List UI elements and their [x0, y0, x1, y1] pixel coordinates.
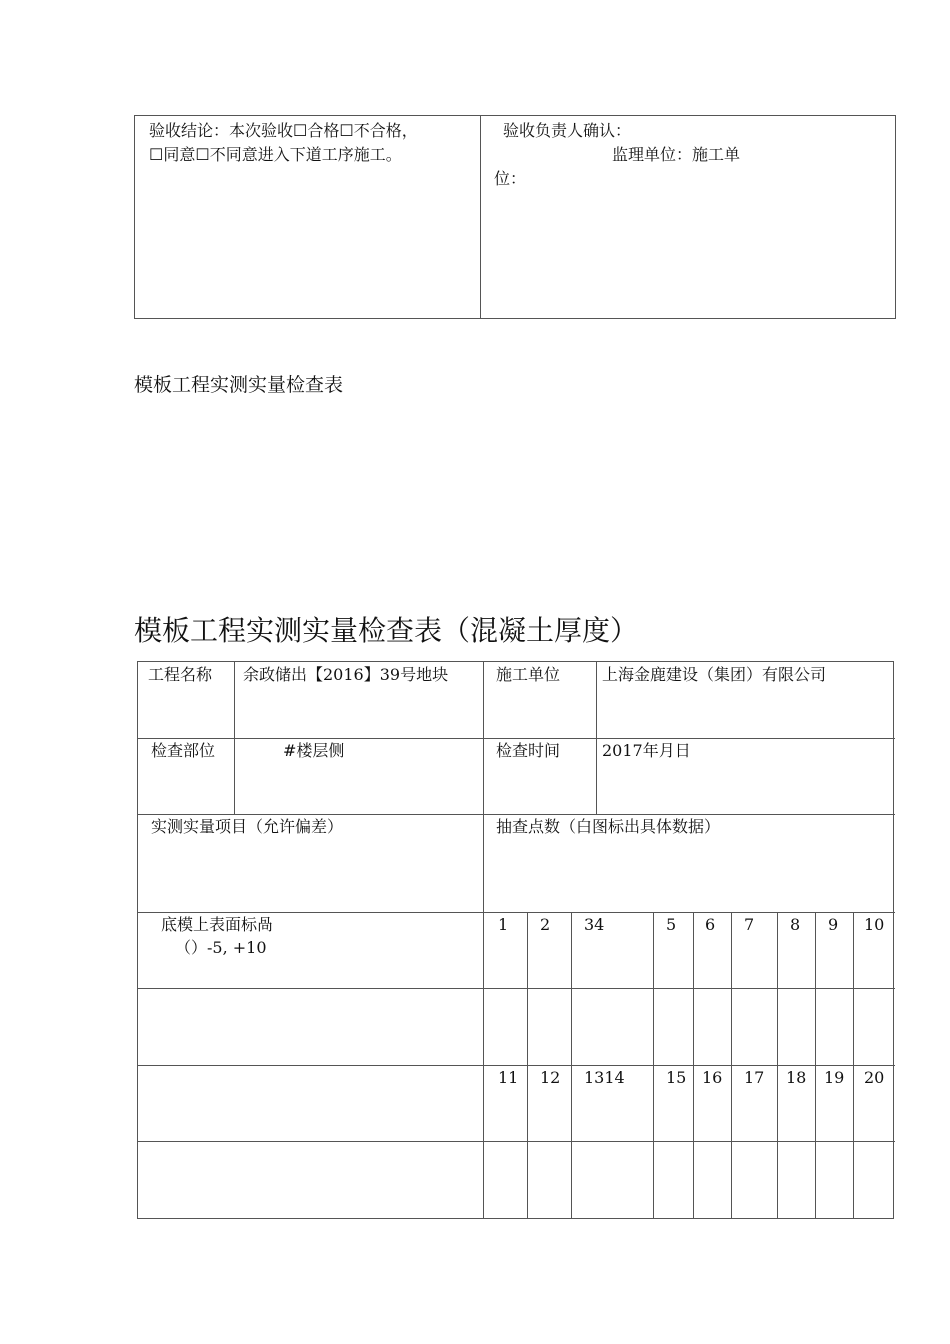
point-number: 1314	[584, 1068, 625, 1087]
section-heading-small: 模板工程实测实量检查表	[134, 374, 344, 396]
acceptance-divider	[480, 116, 481, 318]
row-divider	[138, 1065, 895, 1066]
construction-unit-label: 施工单位	[496, 665, 561, 684]
inspection-time-value: 2017年月日	[602, 741, 691, 760]
point-number: 11	[498, 1068, 519, 1087]
col-divider	[571, 912, 572, 1219]
col-divider	[731, 912, 732, 1219]
point-number: 15	[666, 1068, 687, 1087]
project-name-label: 工程名称	[148, 665, 213, 684]
measurement-table	[137, 661, 894, 1219]
point-number: 20	[864, 1068, 885, 1087]
point-number: 12	[540, 1068, 561, 1087]
point-number: 18	[786, 1068, 807, 1087]
point-number: 9	[828, 915, 839, 934]
inspection-time-label: 检查时间	[496, 741, 561, 760]
point-number: 5	[666, 915, 677, 934]
acceptance-units-line: 监理单位：施工单	[612, 145, 741, 164]
point-number: 6	[705, 915, 716, 934]
col-divider	[596, 662, 597, 814]
col-divider	[815, 912, 816, 1219]
point-number: 34	[584, 915, 605, 934]
measurement-item-label: 实测实量项目（允许偏差）	[151, 817, 344, 836]
sampling-points-label: 抽查点数（白图标出具体数据）	[496, 817, 721, 836]
col-divider	[693, 912, 694, 1219]
point-number: 2	[540, 915, 551, 934]
row-divider	[138, 1141, 895, 1142]
col-divider	[483, 662, 484, 1219]
point-number: 1	[498, 915, 509, 934]
project-name-value: 余政储出【2016】39号地块	[243, 665, 449, 684]
acceptance-table	[134, 115, 896, 319]
section-heading-large: 模板工程实测实量检查表（混凝土厚度）	[134, 614, 639, 647]
point-number: 16	[702, 1068, 723, 1087]
acceptance-confirm-label: 验收负责人确认：	[503, 121, 632, 140]
inspection-part-label: 检查部位	[151, 741, 216, 760]
acceptance-units-line-cont: 位：	[494, 169, 527, 188]
acceptance-conclusion-line1: 验收结论：本次验收☐合格☐不合格，	[149, 121, 418, 140]
row-divider	[138, 988, 895, 989]
point-number: 8	[790, 915, 801, 934]
inspection-part-value: #楼层侧	[283, 741, 345, 760]
point-number: 7	[744, 915, 755, 934]
col-divider	[527, 912, 528, 1219]
col-divider	[853, 912, 854, 1219]
acceptance-conclusion-line2: ☐同意☐不同意进入下道工序施工。	[149, 145, 402, 164]
row-divider	[138, 912, 895, 913]
item1-tolerance: （）-5, +10	[175, 938, 267, 957]
point-number: 17	[744, 1068, 765, 1087]
col-divider	[234, 662, 235, 814]
row-divider	[138, 738, 895, 739]
row-divider	[138, 814, 895, 815]
item1-name: 底模上表面标咼	[161, 915, 274, 934]
col-divider	[653, 912, 654, 1219]
point-number: 19	[824, 1068, 845, 1087]
construction-unit-value: 上海金鹿建设（集团）有限公司	[602, 665, 827, 684]
col-divider	[777, 912, 778, 1219]
point-number: 10	[864, 915, 885, 934]
